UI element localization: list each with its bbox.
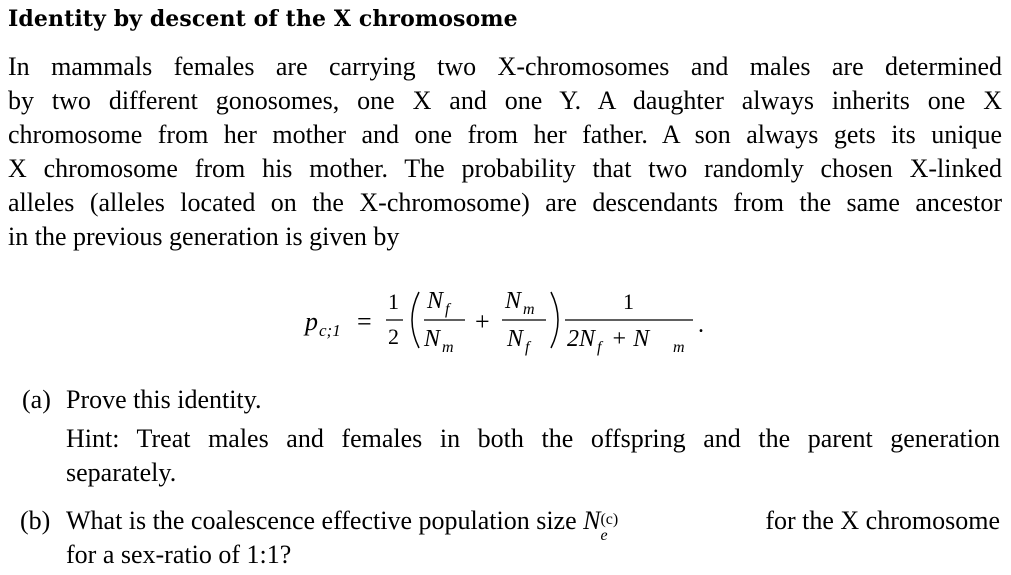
intro-line: In mammals females are carrying two X-chromosomes and males are determined xyxy=(8,52,1002,81)
frac3-denominator-sub2: m xyxy=(673,339,685,356)
frac2-numerator: N xyxy=(505,288,522,314)
item-b-symbol-sup: (c) xyxy=(600,511,619,528)
item-a-text: Prove this identity. xyxy=(66,385,262,414)
frac2-numerator-sub: m xyxy=(523,301,535,318)
section-title: Identity by descent of the X chromosome xyxy=(8,6,518,32)
frac3-denominator-sub1: f xyxy=(597,339,602,356)
frac1-denominator-sub: m xyxy=(442,339,454,356)
frac1-denominator: N xyxy=(424,326,441,352)
frac1-numerator: N xyxy=(427,288,444,314)
item-a-hint-line2: separately. xyxy=(66,458,177,487)
frac1-numerator-sub: f xyxy=(445,301,450,318)
item-b-text-post: for the X chromosome xyxy=(765,506,1000,535)
item-a-label: (a) xyxy=(22,385,51,414)
formula-period: . xyxy=(698,312,704,338)
item-b-pre: What is the coalescence effective population size xyxy=(66,506,584,535)
frac3-numerator: 1 xyxy=(623,289,634,314)
item-b-text-pre xyxy=(66,504,626,544)
item-b-line1 xyxy=(66,504,1000,544)
formula-equals: = xyxy=(357,307,372,336)
intro-line: in the previous generation is given by xyxy=(8,222,400,251)
item-b-symbol: N xyxy=(583,506,601,535)
intro-line: by two different gonosomes, one X and one Y. A daughter always inherits one X xyxy=(8,86,1002,115)
formula-plus: + xyxy=(475,307,490,336)
formula-lhs: p xyxy=(305,307,318,336)
half-numerator: 1 xyxy=(388,289,399,314)
frac2-denominator-sub: f xyxy=(525,339,530,356)
frac3-denominator-part2: + N xyxy=(605,326,650,352)
half-denominator: 2 xyxy=(388,324,399,349)
item-b-symbol-sub: e xyxy=(600,527,608,544)
frac2-denominator: N xyxy=(507,326,524,352)
item-b-label: (b) xyxy=(20,506,51,535)
item-b-line2: for a sex-ratio of 1:1? xyxy=(66,540,292,569)
frac3-denominator-part1: 2N xyxy=(567,326,596,352)
item-a-hint-line1: Hint: Treat males and females in both the offspring and the parent generation xyxy=(66,424,1000,453)
intro-line: X chromosome from his mother. The probability that two randomly chosen X-linked xyxy=(8,154,1002,183)
formula-lhs-sub: c;1 xyxy=(319,321,341,340)
item-b-symbol-scripts xyxy=(600,509,626,544)
intro-line: chromosome from her mother and one from her father. A son always gets its unique xyxy=(8,120,1002,149)
intro-line: alleles (alleles located on the X-chromosome) are descendants from the same ancestor xyxy=(8,188,1002,217)
